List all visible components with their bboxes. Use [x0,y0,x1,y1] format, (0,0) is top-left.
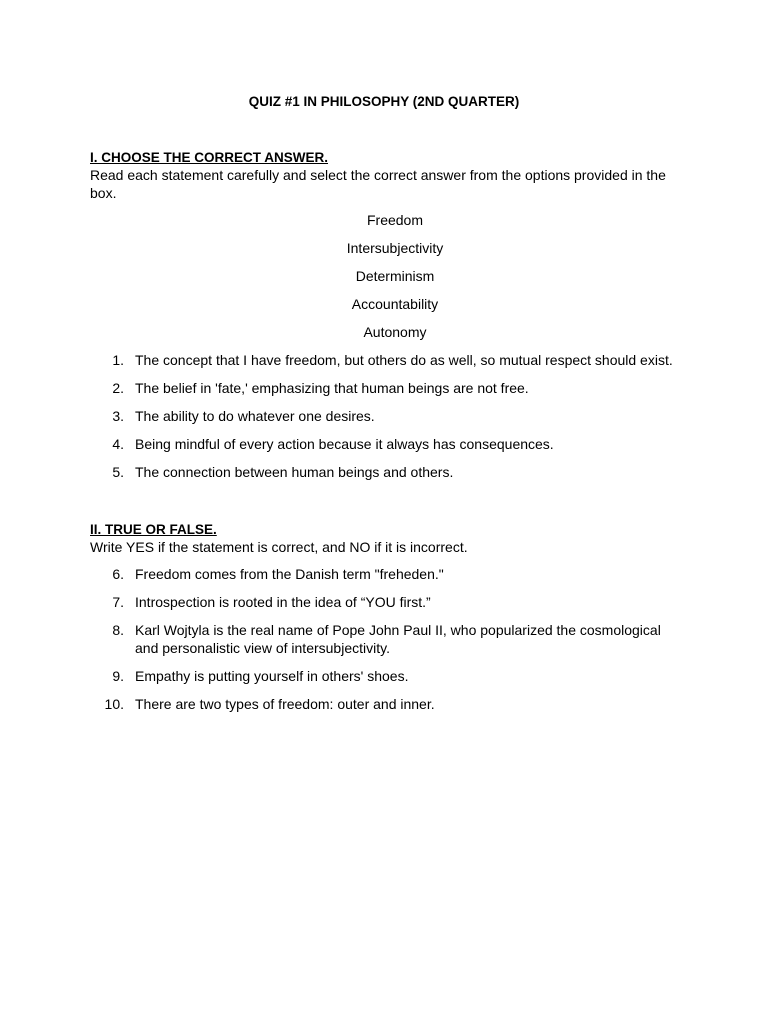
question-text: The belief in 'fate,' emphasizing that human beings are not free. [135,380,529,396]
question-number: 10. [104,696,124,712]
question-number: 2. [112,380,124,396]
question-item-9 [0,668,768,696]
question-item-4 [0,436,768,464]
question-number: 3. [112,408,124,424]
question-item-1 [0,352,768,380]
question-text: The ability to do whatever one desires. [135,408,375,424]
question-text: The concept that I have freedom, but others do as well, so mutual respect should exist. [135,352,673,368]
question-item-3 [0,408,768,436]
question-number: 8. [112,622,124,638]
answer-options-box [0,211,768,351]
question-item-10 [0,696,768,724]
section-2-heading: II. TRUE OR FALSE. [90,522,217,537]
option-freedom: Freedom [366,212,424,228]
quiz-title: QUIZ #1 IN PHILOSOPHY (2ND QUARTER) [248,94,520,109]
question-text: Introspection is rooted in the idea of “YOU first.” [135,594,431,610]
question-number: 9. [112,668,124,684]
option-autonomy: Autonomy [363,324,427,340]
question-item-6 [0,566,768,594]
question-item-5 [0,464,768,492]
question-number: 6. [112,566,124,582]
section-2-instructions: Write YES if the statement is correct, and NO if it is incorrect. [90,539,468,555]
question-item-8 [0,622,768,668]
question-item-2 [0,380,768,408]
question-item-7 [0,594,768,622]
section-1-question-list [0,352,768,492]
question-number: 4. [112,436,124,452]
question-text: Karl Wojtyla is the real name of Pope John Paul II, who popularized the cosmological and personalistic view of intersubjectivity. [135,622,661,656]
option-intersubjectivity: Intersubjectivity [346,240,444,256]
option-determinism: Determinism [355,268,435,284]
question-text: The connection between human beings and others. [135,464,454,480]
question-text: Being mindful of every action because it always has consequences. [135,436,554,452]
question-number: 5. [112,464,124,480]
section-1-instructions: Read each statement carefully and select the correct answer from the options provided in the box. [90,167,666,201]
option-accountability: Accountability [351,296,439,312]
question-text: Empathy is putting yourself in others' shoes. [135,668,409,684]
section-2-question-list [0,566,768,724]
question-text: There are two types of freedom: outer and inner. [135,696,435,712]
question-number: 1. [112,352,124,368]
question-number: 7. [112,594,124,610]
question-text: Freedom comes from the Danish term "freheden." [135,566,444,582]
section-1-heading: I. CHOOSE THE CORRECT ANSWER. [90,150,329,165]
